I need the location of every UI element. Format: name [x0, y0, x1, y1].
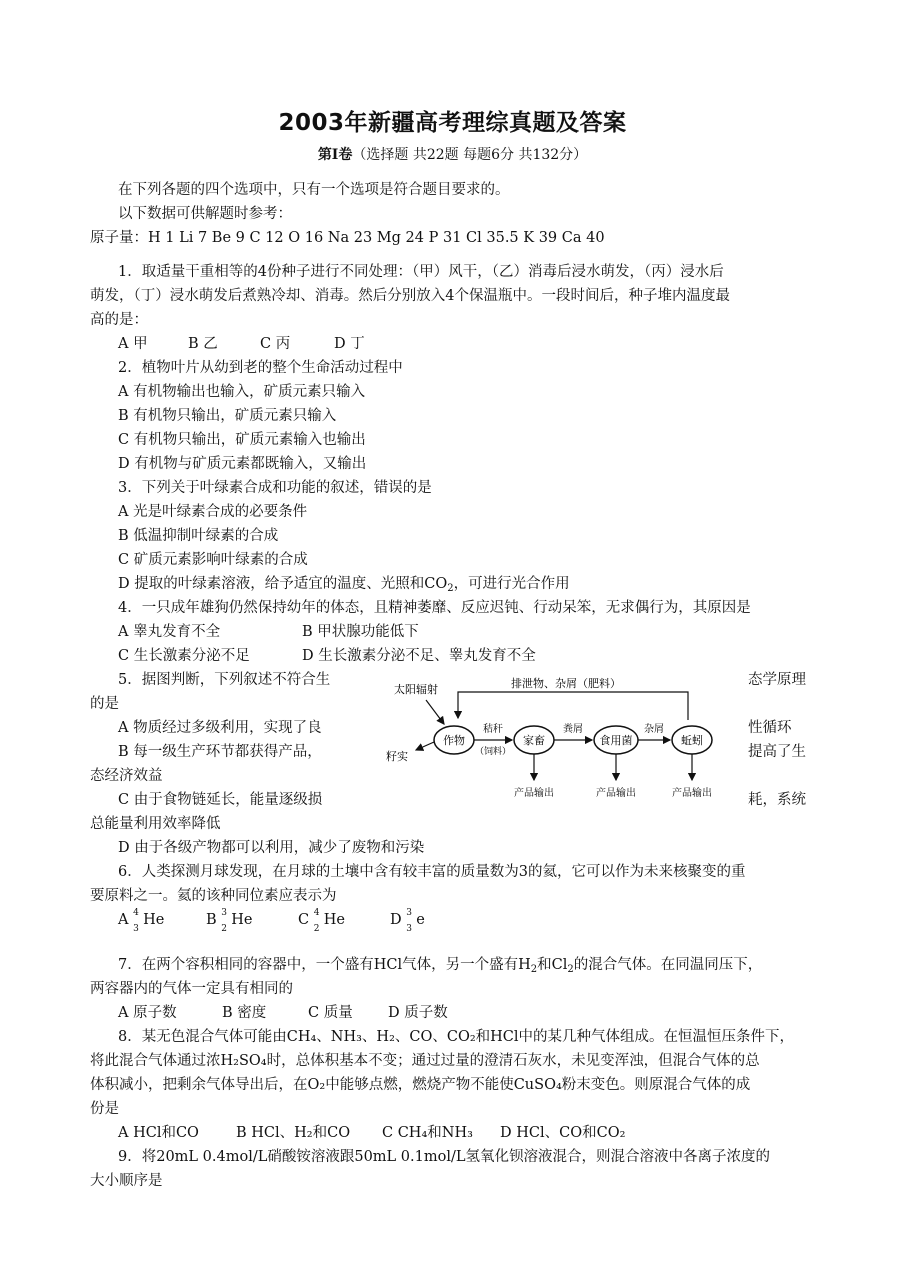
q6-option-d-symbol: e [416, 912, 425, 928]
q2-option-c[interactable]: C 有机物只输出，矿质元素输入也输出 [118, 432, 366, 448]
q6-option-d[interactable] [390, 908, 450, 934]
q6-option-b[interactable] [206, 908, 298, 934]
q5-stem-line2: 的是 [90, 696, 119, 712]
q6-option-c-symbol: He [323, 912, 345, 928]
q8-options [118, 1123, 625, 1143]
sun-arrow [426, 700, 444, 724]
section-description: （选择题 共22题 每题6分 共132分） [352, 147, 588, 163]
q7-sub-cl: 2 [567, 964, 574, 975]
q4-option-a[interactable]: A 睾丸发育不全 [118, 624, 221, 640]
q4-option-d[interactable]: D 生长激素分泌不足、睾丸发育不全 [302, 648, 536, 664]
q1-options [118, 334, 365, 354]
q2-option-d[interactable]: D 有机物与矿质元素都既输入，又输出 [118, 456, 367, 472]
q5-option-c-right: 耗，系统 [748, 792, 806, 808]
top-loop-label: 排泄物、杂屑（肥料） [511, 677, 621, 690]
q1-stem-line2: 萌发，（丁）浸水萌发后煮熟冷却、消毒。然后分别放入4个保温瓶中。一段时间后，种子堆内温度最 [90, 288, 730, 304]
q6-option-a-mass: 4 [133, 908, 139, 918]
q6-option-d-mass: 3 [406, 908, 412, 918]
q7-stem-line1 [118, 955, 762, 975]
q8-stem-line3: 体积减小，把剩余气体导出后，在O₂中能够点燃，燃烧产物不能使CuSO₄粉末变色。则原混合气体的成 [90, 1077, 751, 1093]
q3-option-d-text: D 提取的叶绿素溶液，给予适宜的温度、光照和CO [118, 576, 448, 592]
q8-stem-line4: 份是 [90, 1101, 119, 1117]
intro-reference: 以下数据可供解题时参考： [118, 206, 292, 222]
q6-option-a-number: 3 [133, 924, 139, 934]
q5-option-c[interactable]: C 由于食物链延长，能量逐级损 [118, 792, 323, 808]
q6-option-a[interactable] [118, 908, 206, 934]
q5-option-a-right: 性循环 [748, 720, 792, 736]
q4-options-cd [118, 646, 536, 666]
q9-stem-line1: 9．将20mL 0.4mol/L硝酸铵溶液跟50mL 0.1mol/L氢氧化钡溶液混合，则混合溶液中各离子浓度的 [118, 1149, 770, 1165]
q8-stem-line2: 将此混合气体通过浓H₂SO₄时，总体积基本不变；通过过量的澄清石灰水，未见变浑浊，但混合气体的总 [90, 1053, 760, 1069]
residue-label: 杂屑 [644, 724, 664, 735]
section-label: 第Ⅰ卷 [317, 147, 353, 163]
ecology-cycle-diagram [386, 670, 738, 810]
q6-option-c[interactable] [298, 908, 390, 934]
earthworm-label: 蚯蚓 [681, 734, 703, 747]
q7-stem-tail: 的混合气体。在同温同压下， [573, 957, 763, 973]
q6-stem-line1: 6．人类探测月球发现，在月球的土壤中含有较丰富的质量数为3的氦，它可以作为未来核聚变的重 [118, 864, 746, 880]
q7-option-c[interactable]: C 质量 [308, 1005, 353, 1021]
q4-stem: 4．一只成年雄狗仍然保持幼年的体态，且精神萎靡、反应迟钝、行动呆笨，无求偶行为，其原因是 [118, 600, 751, 616]
q8-option-a[interactable]: A HCl和CO [118, 1125, 199, 1141]
q6-option-b-letter: B [206, 912, 217, 928]
crop-label: 作物 [443, 734, 465, 747]
q3-option-d[interactable] [118, 574, 570, 594]
q1-option-b[interactable]: B 乙 [188, 336, 218, 352]
q5-stem-line1: 5．据图判断，下列叙述不符合生 [118, 672, 331, 688]
q2-option-b[interactable]: B 有机物只输出，矿质元素只输入 [118, 408, 337, 424]
q8-option-b[interactable]: B HCl、H₂和CO [236, 1125, 351, 1141]
q5-option-b-right: 提高了生 [748, 744, 806, 760]
q8-option-c[interactable]: C CH₄和NH₃ [382, 1125, 473, 1141]
livestock-label: 家畜 [523, 734, 545, 747]
q6-options [118, 908, 450, 934]
q8-option-d[interactable]: D HCl、CO和CO₂ [500, 1125, 626, 1141]
q3-option-b[interactable]: B 低温抑制叶绿素的合成 [118, 528, 279, 544]
q4-option-c[interactable]: C 生长激素分泌不足 [118, 648, 250, 664]
q6-option-c-number: 2 [313, 924, 320, 934]
q5-option-b[interactable]: B 每一级生产环节都获得产品， [118, 744, 322, 760]
q3-option-a[interactable]: A 光是叶绿素合成的必要条件 [118, 504, 308, 520]
earthworm-output-label: 产品输出 [672, 788, 712, 799]
q6-option-b-number: 2 [221, 924, 227, 934]
q7-option-d[interactable]: D 质子数 [388, 1005, 448, 1021]
q2-stem: 2．植物叶片从幼到老的整个生命活动过程中 [118, 360, 403, 376]
q5-option-a[interactable]: A 物质经过多级利用，实现了良 [118, 720, 322, 736]
q6-option-a-symbol: He [143, 912, 165, 928]
q6-option-b-symbol: He [231, 912, 253, 928]
q4-option-b[interactable]: B 甲状腺功能低下 [302, 624, 419, 640]
q6-option-c-letter: C [298, 912, 310, 928]
feed-label: （饲料） [474, 747, 512, 757]
q5-stem-line1-right: 态学原理 [748, 672, 806, 688]
q7-stem-mid: 和Cl [537, 957, 568, 973]
seed-label: 籽实 [386, 750, 408, 763]
page-title: 2003年新疆高考理综真题及答案 [278, 110, 627, 136]
q9-stem-line2: 大小顺序是 [90, 1173, 163, 1189]
q7-stem-line2: 两容器内的气体一定具有相同的 [90, 981, 293, 997]
q3-option-d-tail: ，可进行光合作用 [453, 576, 570, 592]
q1-option-a[interactable]: A 甲 [118, 336, 148, 352]
q4-options-ab [118, 622, 419, 642]
q1-option-c[interactable]: C 丙 [260, 336, 291, 352]
straw-label: 秸秆 [483, 724, 503, 735]
q5-option-d[interactable]: D 由于各级产物都可以利用，减少了废物和污染 [118, 840, 425, 856]
dung-label: 粪屑 [563, 724, 583, 735]
fungi-label: 食用菌 [599, 734, 633, 747]
q3-stem: 3．下列关于叶绿素合成和功能的叙述，错误的是 [118, 480, 432, 496]
q1-option-d[interactable]: D 丁 [334, 336, 365, 352]
sun-label: 太阳辐射 [394, 683, 438, 696]
q7-options [118, 1003, 448, 1023]
atomic-mass-table: 原子量：H 1 Li 7 Be 9 C 12 O 16 Na 23 Mg 24 P 31 Cl 35.5 K 39 Ca 40 [90, 230, 605, 246]
q6-option-d-number: 3 [406, 924, 412, 934]
fungi-output-label: 产品输出 [596, 788, 636, 799]
intro-instruction: 在下列各题的四个选项中，只有一个选项是符合题目要求的。 [118, 182, 510, 198]
return-loop-arrow [458, 692, 688, 720]
q6-stem-line2: 要原料之一。氦的该种同位素应表示为 [90, 888, 337, 904]
q1-stem-line1: 1．取适量干重相等的4份种子进行不同处理：（甲）风干，（乙）消毒后浸水萌发，（丙）浸水后 [118, 264, 724, 280]
q3-option-c[interactable]: C 矿质元素影响叶绿素的合成 [118, 552, 308, 568]
q5-option-b-line2: 态经济效益 [90, 768, 163, 784]
q6-option-a-letter: A [118, 912, 129, 928]
section-subtitle [0, 144, 905, 164]
q2-option-a[interactable]: A 有机物输出也输入，矿质元素只输入 [118, 384, 366, 400]
q7-sub-h: 2 [530, 964, 538, 975]
q6-option-d-letter: D [390, 912, 402, 928]
q6-option-b-mass: 3 [221, 908, 227, 918]
q1-stem-line3: 高的是： [90, 312, 148, 328]
q7-stem-text: 7．在两个容积相同的容器中，一个盛有HCl气体，另一个盛有H [118, 957, 531, 973]
q5-option-c-line2: 总能量利用效率降低 [90, 816, 221, 832]
q7-option-a[interactable]: A 原子数 [118, 1005, 177, 1021]
q6-option-c-mass: 4 [313, 908, 320, 918]
livestock-output-label: 产品输出 [514, 788, 554, 799]
q8-stem-line1: 8．某无色混合气体可能由CH₄、NH₃、H₂、CO、CO₂和HCl中的某几种气体组成。在恒温恒压条件下， [118, 1029, 795, 1045]
q7-option-b[interactable]: B 密度 [222, 1005, 267, 1021]
seed-arrow [416, 742, 434, 750]
q3-option-d-sub: 2 [447, 583, 454, 594]
